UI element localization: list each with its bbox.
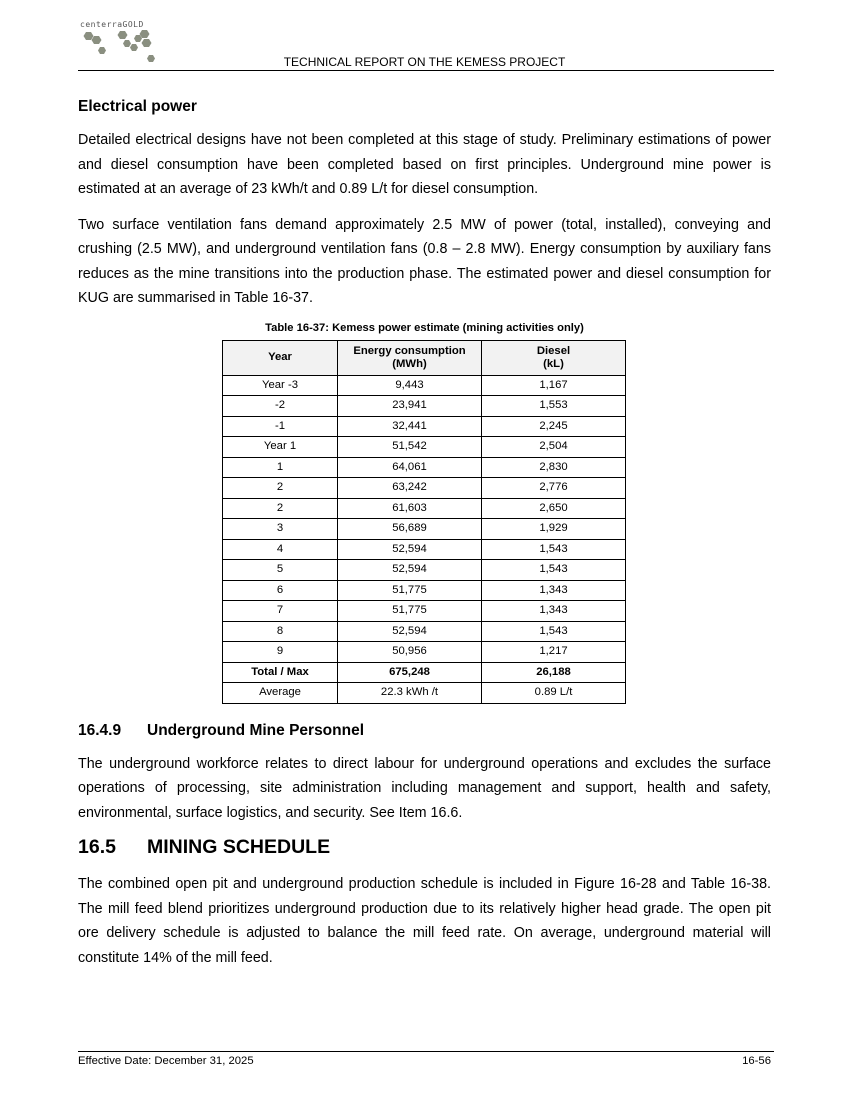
page-number: 16-56 (742, 1055, 771, 1067)
power-estimate-table (222, 340, 626, 704)
table-cell: 1 (223, 457, 338, 478)
section-title: Underground Mine Personnel (147, 721, 365, 739)
paragraph: Two surface ventilation fans demand approximately 2.5 MW of power (total, installed), conveying and crushing (2.5 MW), and underground ventilation fans (0.8 – 2.8 MW). Energy consumption by auxiliary fans reduces as the mine transitions into the production phase. The estimated power and diesel consumption for KUG are summarised in Table 16-37. (78, 216, 771, 306)
table-row (223, 560, 626, 581)
table-cell: 2 (223, 478, 338, 499)
table-cell: 4 (223, 539, 338, 560)
effective-date: Effective Date: December 31, 2025 (78, 1055, 254, 1067)
table-cell: 52,594 (338, 621, 482, 642)
table-row (223, 437, 626, 458)
table-cell: Year 1 (223, 437, 338, 458)
column-header-diesel: Diesel (kL) (482, 340, 626, 375)
table-total-row (223, 662, 626, 683)
table-average-row (223, 683, 626, 704)
personnel-heading (78, 722, 771, 740)
table-cell: 51,775 (338, 580, 482, 601)
table-row (223, 416, 626, 437)
table-cell: 50,956 (338, 642, 482, 663)
table-row (223, 642, 626, 663)
table-cell: 63,242 (338, 478, 482, 499)
table-cell: 1,929 (482, 519, 626, 540)
table-cell: 56,689 (338, 519, 482, 540)
table-cell: 1,543 (482, 621, 626, 642)
table-cell: 8 (223, 621, 338, 642)
table-cell: 1,343 (482, 580, 626, 601)
section-number: 16.4.9 (78, 721, 122, 739)
table-cell: 5 (223, 560, 338, 581)
table-cell: 6 (223, 580, 338, 601)
electrical-power-heading: Electrical power (78, 98, 197, 115)
section-title: MINING SCHEDULE (147, 836, 331, 858)
table-cell: Average (223, 683, 338, 704)
logo-hexagon-cluster-icon (80, 30, 170, 68)
paragraph: The underground workforce relates to direct labour for underground operations and excludes the surface operations of processing, site administration including management and support, health and safety, environmental, surface logistics, and security. See Item 16.6. (78, 755, 771, 821)
page-content (78, 98, 771, 981)
table-cell: 2,504 (482, 437, 626, 458)
table-cell: 0.89 L/t (482, 683, 626, 704)
table-cell: 7 (223, 601, 338, 622)
paragraph: Detailed electrical designs have not been completed at this stage of study. Preliminary estimations of power and diesel consumption have been completed based on first principles. Underground mine power is estimated at an average of 23 kWh/t and 0.89 L/t for diesel consumption. (78, 132, 771, 197)
table-cell: 2,776 (482, 478, 626, 499)
table-body (223, 375, 626, 703)
table-cell: Total / Max (223, 662, 338, 683)
table-cell: 1,553 (482, 396, 626, 417)
mining-schedule-heading (78, 836, 771, 859)
table-row (223, 396, 626, 417)
table-cell: 61,603 (338, 498, 482, 519)
table-row (223, 601, 626, 622)
table-cell: 52,594 (338, 539, 482, 560)
table-cell: 51,542 (338, 437, 482, 458)
table-cell: 2,830 (482, 457, 626, 478)
paragraph: The combined open pit and underground production schedule is included in Figure 16-28 and Table 16-38. The mill feed blend prioritizes underground production due to its relatively higher head grade. The open pit ore delivery schedule is adjusted to balance the mill feed rate. On average, underground material will constitute 14% of the mill feed. (78, 876, 771, 966)
table-cell: 675,248 (338, 662, 482, 683)
table-cell: 2 (223, 498, 338, 519)
table-row (223, 457, 626, 478)
table-cell: 52,594 (338, 560, 482, 581)
table-cell: 51,775 (338, 601, 482, 622)
report-title: TECHNICAL REPORT ON THE KEMESS PROJECT (283, 55, 566, 69)
table-row (223, 498, 626, 519)
section-number: 16.5 (78, 836, 116, 858)
table-header-row (223, 340, 626, 375)
table-caption: Table 16-37: Kemess power estimate (mining activities only) (265, 321, 584, 334)
table-row (223, 539, 626, 560)
table-row (223, 621, 626, 642)
table-cell: 26,188 (482, 662, 626, 683)
table-cell: 1,343 (482, 601, 626, 622)
table-cell: 2,650 (482, 498, 626, 519)
table-cell: 1,217 (482, 642, 626, 663)
table-row (223, 478, 626, 499)
column-header-energy: Energy consumption (MWh) (338, 340, 482, 375)
table-cell: 1,543 (482, 539, 626, 560)
footer-divider (78, 1051, 774, 1052)
table-cell: 9 (223, 642, 338, 663)
table-row (223, 519, 626, 540)
table-cell: -1 (223, 416, 338, 437)
company-logo (80, 20, 170, 68)
table-cell: 64,061 (338, 457, 482, 478)
table-cell: Year -3 (223, 375, 338, 396)
table-cell: 2,245 (482, 416, 626, 437)
column-header-year: Year (223, 340, 338, 375)
header-divider (78, 70, 774, 71)
table-cell: 23,941 (338, 396, 482, 417)
table-cell: 9,443 (338, 375, 482, 396)
table-cell: 3 (223, 519, 338, 540)
table-cell: -2 (223, 396, 338, 417)
table-row (223, 580, 626, 601)
table-cell: 32,441 (338, 416, 482, 437)
table-cell: 22.3 kWh /t (338, 683, 482, 704)
logo-text: centerraGOLD (80, 20, 144, 29)
table-cell: 1,167 (482, 375, 626, 396)
table-cell: 1,543 (482, 560, 626, 581)
table-row (223, 375, 626, 396)
